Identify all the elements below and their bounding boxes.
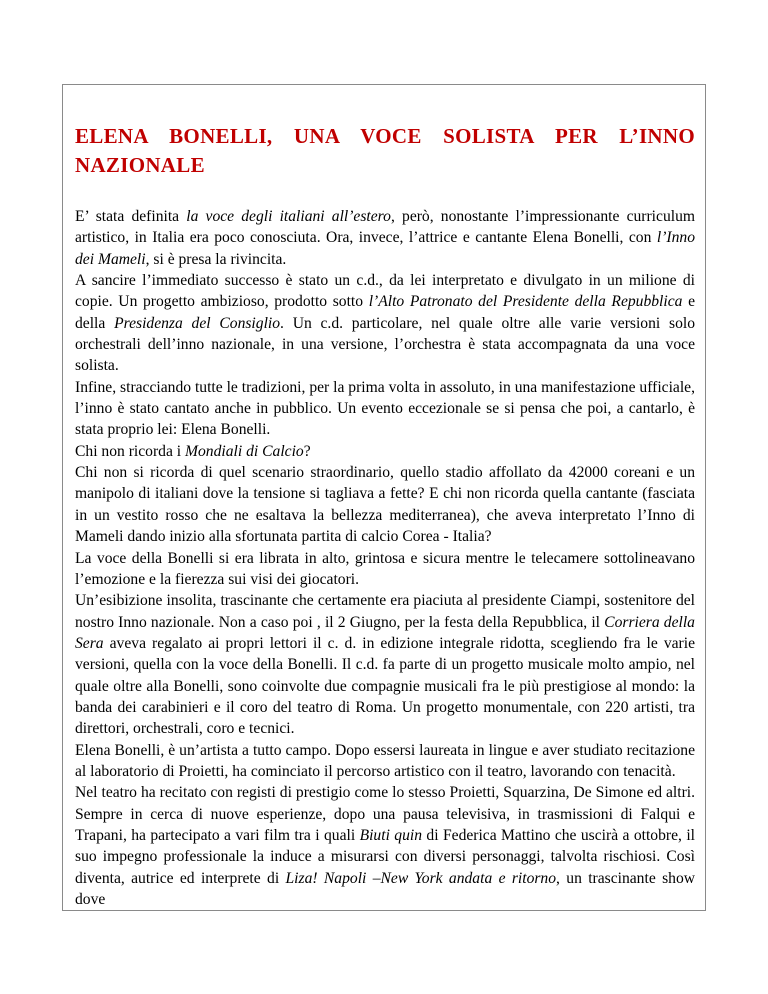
article-paragraph bbox=[75, 548, 695, 591]
paragraph-text: , un trascinante show dove bbox=[75, 869, 695, 908]
italic-text: Liza! Napoli –New York andata e ritorno bbox=[285, 869, 557, 887]
paragraph-text: di Federica Mattino che uscirà a ottobre, il suo impegno professionale la induce a misurarsi con diversi personaggi, talvolta rischiosi. Così diventa, autrice ed interprete di bbox=[75, 826, 695, 887]
article-paragraph bbox=[75, 441, 695, 462]
paragraph-text: Un’esibizione insolita, trascinante che certamente era piaciuta al presidente Ciampi, sostenitore del nostro Inno nazionale. Non a caso poi , il 2 Giugno, per la festa della Repubblica, il bbox=[75, 592, 695, 631]
paragraph-text: Nel teatro ha recitato con registi di prestigio come lo stesso Proietti, Squarzina, De Simone ed altri. Sempre in cerca di nuove esperienze, dopo una pausa televisiva, in trasmissioni di Falqui e Trapani, ha partecipato a vari film tra i quali bbox=[75, 784, 695, 844]
italic-text: Mondiali di Calcio bbox=[185, 442, 304, 460]
article-paragraph bbox=[75, 206, 695, 270]
italic-text: Presidenza del Consiglio bbox=[114, 314, 281, 332]
paragraph-text: A sancire l’immediato successo è stato un c.d., da lei interpretato e divulgato in un milione di copie. Un progetto ambizioso, prodotto sotto bbox=[75, 272, 695, 311]
article-paragraph bbox=[75, 270, 695, 377]
article-paragraph bbox=[75, 377, 695, 441]
paragraph-text: , si è presa la rivincita. bbox=[145, 250, 287, 268]
article-paragraph bbox=[75, 590, 695, 739]
paragraph-text: Elena Bonelli, è un’artista a tutto campo. Dopo essersi laureata in lingue e aver studiato recitazione al laboratorio di Proietti, ha cominciato il percorso artistico con il teatro, lavorando con tenacità. bbox=[75, 741, 695, 780]
paragraph-text: ? bbox=[303, 442, 311, 460]
italic-text: l’Inno dei Mameli bbox=[75, 229, 695, 268]
paragraph-text: Chi non si ricorda di quel scenario straordinario, quello stadio affollato da 42000 coreani e un manipolo di italiani dove la tensione si tagliava a fette? E chi non ricorda quella cantante (fasciata in un vestito rosso che ne esaltava la bellezza mediterranea), che aveva interpretato l’Inno di Mameli dando inizio alla sfortunata partita di calcio Corea - Italia? bbox=[75, 464, 695, 546]
italic-text: Biuti quin bbox=[359, 826, 423, 844]
paragraph-text: . Un c.d. particolare, nel quale oltre alle varie versioni solo orchestrali dell’inno nazionale, in una versione, l’orchestra è stata accompagnata da una voce solista. bbox=[75, 314, 695, 375]
article-body bbox=[75, 206, 695, 910]
italic-text: l’Alto Patronato del Presidente della Repubblica bbox=[368, 293, 683, 311]
paragraph-text: e della bbox=[75, 293, 695, 332]
paragraph-text: La voce della Bonelli si era librata in alto, grintosa e sicura mentre le telecamere sottolineavano l’emozione e la fierezza sui visi dei giocatori. bbox=[75, 549, 695, 588]
paragraph-text: Chi non ricorda i bbox=[75, 442, 186, 460]
article-paragraph bbox=[75, 782, 695, 910]
italic-text: la voce degli italiani all’estero bbox=[186, 208, 391, 225]
article-paragraph bbox=[75, 740, 695, 783]
paragraph-text: Infine, stracciando tutte le tradizioni, per la prima volta in assoluto, in una manifestazione ufficiale, l’inno è stato cantato anche in pubblico. Un evento eccezionale se si pensa che poi, a cantarlo, è stata proprio lei: Elena Bonelli. bbox=[75, 378, 695, 439]
paragraph-text: , però, nonostante l’impressionante curriculum artistico, in Italia era poco conosciuta. Ora, invece, l’attrice e cantante Elena Bonelli, con bbox=[75, 208, 695, 247]
article-paragraph bbox=[75, 462, 695, 547]
italic-text: Corriera della Sera bbox=[75, 613, 695, 652]
article-title: ELENA BONELLI, UNA VOCE SOLISTA PER L’INNO NAZIONALE bbox=[75, 124, 695, 177]
paragraph-text: aveva regalato ai propri lettori il c. d. in edizione integrale ridotta, scegliendo fra le varie versioni, quella con la voce della Bonelli. Il c.d. fa parte di un progetto musicale molto ampio, nel quale oltre alla Bonelli, sono coinvolte due compagnie musicali fra le più prestigiose al mondo: la banda dei carabinieri e il coro del teatro di Roma. Un progetto monumentale, con 220 artisti, tra direttori, orchestrali, coro e tecnici. bbox=[75, 634, 695, 738]
paragraph-text: E’ stata definita bbox=[75, 208, 187, 225]
